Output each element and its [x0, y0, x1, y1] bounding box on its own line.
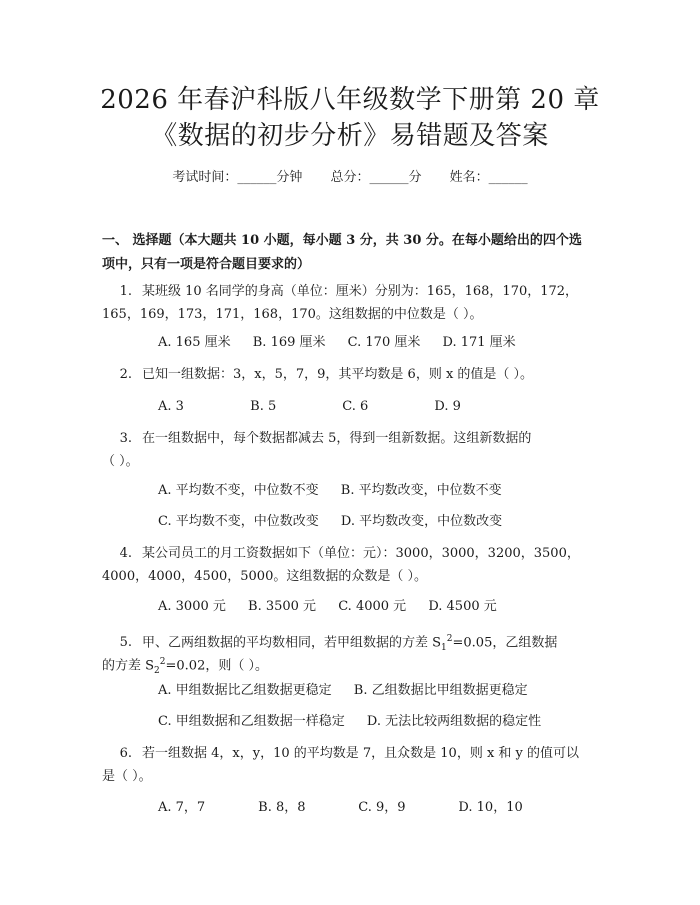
option-d: D. 4500 元 — [428, 599, 497, 614]
question-2-options — [158, 397, 479, 417]
question-4 — [102, 544, 580, 564]
question-6-options — [158, 798, 541, 818]
question-6-continued: 是（ ）。 — [102, 769, 152, 784]
question-number: 2. — [119, 367, 132, 382]
question-number: 4. — [119, 546, 132, 561]
subscript-2: 2 — [154, 665, 160, 676]
option-a: A. 甲组数据比乙组数据更稳定 — [158, 683, 332, 698]
question-text-part-3: 的方差 S — [102, 658, 155, 674]
option-c: C. 9，9 — [358, 800, 406, 815]
option-a: A. 7，7 — [158, 800, 206, 815]
question-text: 在一组数据中，每个数据都减去 5，得到一组新数据。这组新数据的 — [142, 431, 532, 446]
superscript-2: 2 — [159, 657, 166, 667]
question-3-continued: （ ）。 — [102, 454, 139, 469]
question-number: 5. — [119, 635, 132, 651]
question-5-options-row-1 — [158, 681, 546, 701]
total-score-field: 总分：______分 — [330, 170, 422, 185]
option-d: D. 171 厘米 — [442, 335, 516, 350]
exam-meta — [0, 168, 700, 188]
question-number: 3. — [119, 431, 132, 446]
question-1-options — [158, 333, 534, 353]
question-1 — [102, 282, 578, 302]
question-6 — [102, 744, 579, 764]
option-b: B. 5 — [250, 399, 277, 414]
question-2 — [102, 365, 533, 385]
question-3-options-row-1 — [158, 481, 520, 501]
question-number: 6. — [119, 746, 132, 761]
option-b: B. 乙组数据比甲组数据更稳定 — [353, 683, 528, 698]
option-a: A. 3000 元 — [158, 599, 226, 614]
option-d: D. 9 — [434, 399, 461, 414]
option-b: B. 169 厘米 — [252, 335, 326, 350]
document-title-line-1: 2026 年春沪科版八年级数学下册第 20 章 — [100, 85, 600, 115]
question-text-part-2: =0.05，乙组数据 — [452, 635, 558, 651]
student-name-field: 姓名：______ — [449, 170, 528, 185]
question-text: 若一组数据 4，x，y，10 的平均数是 7，且众数是 10，则 x 和 y 的值可以 — [142, 746, 580, 761]
option-b: B. 3500 元 — [248, 599, 317, 614]
option-a: A. 3 — [158, 399, 184, 414]
document-title-line-2: 《数据的初步分析》易错题及答案 — [151, 121, 549, 151]
option-c: C. 6 — [342, 399, 369, 414]
option-c: C. 4000 元 — [338, 599, 407, 614]
option-c: C. 平均数不变，中位数改变 — [158, 514, 319, 529]
option-b: B. 8，8 — [258, 800, 306, 815]
question-4-continued: 4000，4000，4500，5000。这组数据的众数是（ ）。 — [102, 569, 427, 584]
option-d: D. 平均数改变，中位数改变 — [340, 514, 503, 529]
option-c: C. 170 厘米 — [347, 335, 421, 350]
option-b: B. 平均数改变，中位数不变 — [340, 483, 502, 498]
question-3-options-row-2 — [158, 512, 520, 532]
question-text-part-4: =0.02，则（ ）。 — [165, 658, 268, 674]
option-c: C. 甲组数据和乙组数据一样稳定 — [158, 714, 345, 729]
superscript-2: 2 — [446, 634, 453, 644]
question-5-options-row-2 — [158, 712, 559, 732]
subscript-1: 1 — [441, 642, 447, 653]
exam-time-field: 考试时间：______分钟 — [172, 170, 303, 185]
section-heading-line-1: 一、 选择题（本大题共 10 小题，每小题 3 分，共 30 分。在每小题给出的四个选 — [102, 233, 582, 248]
question-4-options — [158, 597, 515, 617]
question-text: 某公司员工的月工资数据如下（单位：元）：3000，3000，3200，3500， — [142, 546, 580, 561]
question-1-continued: 165，169，173，171，168，170。这组数据的中位数是（ ）。 — [102, 307, 483, 322]
option-a: A. 165 厘米 — [158, 335, 231, 350]
section-heading-line-2: 项中，只有一项是符合题目要求的） — [102, 257, 311, 272]
question-3 — [102, 429, 531, 449]
option-d: D. 无法比较两组数据的稳定性 — [366, 714, 542, 729]
option-d: D. 10，10 — [458, 800, 523, 815]
option-a: A. 平均数不变，中位数不变 — [158, 483, 319, 498]
question-number: 1. — [119, 284, 132, 299]
question-text: 已知一组数据：3，x，5，7，9，其平均数是 6，则 x 的值是（ ）。 — [142, 367, 534, 382]
question-text: 某班级 10 名同学的身高（单位：厘米）分别为：165，168，170，172， — [142, 284, 579, 299]
question-text-part-1: 甲、乙两组数据的平均数相同，若甲组数据的方差 S — [142, 635, 442, 651]
question-5-continued — [102, 652, 268, 681]
